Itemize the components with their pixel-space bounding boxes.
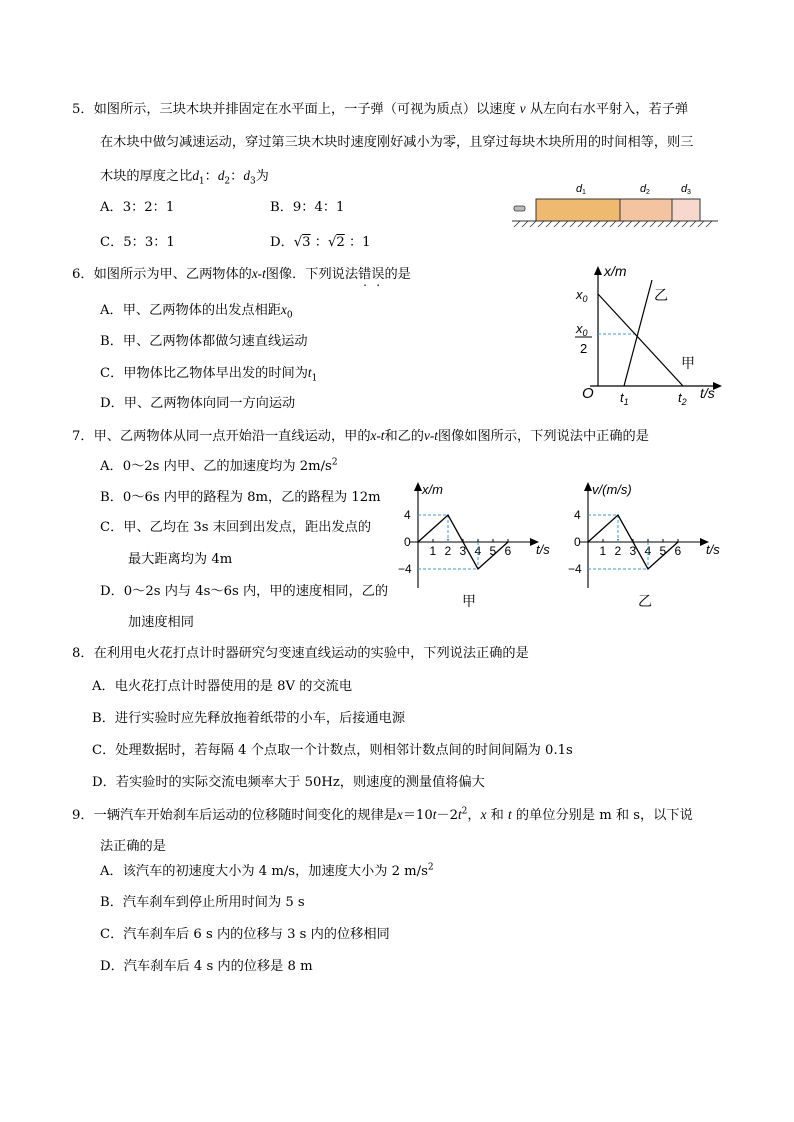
svg-text:3: 3 [687,189,691,196]
q6-option-d[interactable]: D．甲、乙两物体向同一方向运动 [100,396,296,411]
q7-option-d-line-2: 加速度相同 [128,615,194,630]
q6-origin: O [582,385,594,402]
q6-t2-label: $t_2$ [678,390,687,407]
q5-block-3 [672,199,700,221]
q7-jia-caption: 甲 [462,593,476,609]
q7-yi-x-tick-2: 2 [614,544,622,558]
q6-stem: 6．如图所示为甲、乙两物体的x-t图像．下列说法错误的是 [72,266,411,282]
q5-option-d[interactable]: D．√3 ：√2 ：1 [270,235,371,250]
q5-label-d3: d [681,183,688,195]
q7-jia-x-tick-6: 6 [504,544,512,558]
q7-number: 7． [72,429,94,444]
q5-block-1 [536,199,620,221]
q6-half-x0-num: $x_0$ [576,321,588,338]
q6-y-arrow [594,266,602,275]
q6-label-yi: 乙 [654,287,668,303]
q7-graph-jia [398,478,558,610]
q7-jia-x-tick-4: 4 [474,544,482,558]
q9-stem-line-2: 法正确的是 [100,839,166,854]
q7-jia-x-tick-2: 2 [444,544,452,558]
q7-yi-x-label: t/s [706,542,720,557]
q7-jia-y-arrow [414,482,422,491]
q6-x0-label: $x_0$ [576,287,588,304]
q5-number: 5． [72,102,94,117]
q7-option-b[interactable]: B．0～6s 内甲的路程为 8m，乙的路程为 12m [100,490,381,505]
q6-half-x0-den: 2 [580,341,588,356]
q7-jia-tick-4: 4 [404,508,411,522]
q6-xt-graph [570,262,730,410]
q5-bullet [514,206,525,211]
q6-line-jia [598,294,683,386]
q9-stem-line-1: 9．一辆汽车开始刹车后运动的位移随时间变化的规律是$x=10t-2t^2$，x 和 t 的单位分别是 m 和 s，以下说 [72,806,693,823]
q9-option-b[interactable]: B．汽车刹车到停止所用时间为 5 s [100,895,305,910]
q7-graph-yi [568,478,728,610]
q8-option-d[interactable]: D．若实验时的实际交流电频率大于 50Hz，则速度的测量值将偏大 [92,775,485,790]
q5-blocks-figure [510,178,722,230]
q8-option-a[interactable]: A．电火花打点计时器使用的是 8V 的交流电 [92,679,353,694]
q7-jia-y-label: x/m [422,482,443,497]
q8-option-c[interactable]: C．处理数据时，若每隔 4 个点取一个计数点，则相邻计数点间的时间间隔为 0.1s [92,743,573,758]
q7-yi-x-tick-1: 1 [599,544,607,558]
q6-option-c[interactable]: C．甲物体比乙物体早出发的时间为$t_1$ [100,365,318,384]
q7-stem: 7．甲、乙两物体从同一点开始沿一直线运动，甲的x-t和乙的v-t图像如图所示，下列说法中正确的是 [72,428,649,444]
q7-jia-x-label: t/s [536,542,550,557]
q6-number: 6． [72,267,94,282]
q6-label-jia: 甲 [681,355,695,371]
q7-yi-x-tick-6: 6 [674,544,682,558]
q5-line-3: 木块的厚度之比$d_1$：$d_2$：$d_3$为 [100,168,269,187]
q7-option-c-line-2: 最大距离均为 4m [128,552,233,567]
q7-yi-caption: 乙 [638,593,652,609]
q7-option-c-line-1[interactable]: C．甲、乙均在 3s 末回到出发点，距出发点的 [100,520,372,535]
svg-text:1: 1 [582,189,586,196]
q7-yi-y-label: v/(m/s) [592,482,632,497]
q7-yi-y-arrow [584,482,592,491]
q8-number: 8． [72,646,94,661]
q5-option-b[interactable]: B．9：4：1 [270,200,345,215]
q9-option-d[interactable]: D．汽车刹车后 4 s 内的位移是 8 m [100,959,313,974]
q7-jia-tick-neg4: −4 [398,562,412,576]
q7-yi-x-tick-4: 4 [644,544,652,558]
q9-option-c[interactable]: C．汽车刹车后 6 s 内的位移与 3 s 内的位移相同 [100,927,390,942]
q7-jia-x-tick-1: 1 [429,544,437,558]
q7-jia-tick-0: 0 [404,535,411,549]
q7-jia-x-tick-3: 3 [459,544,467,558]
svg-text:2: 2 [646,189,650,196]
q9-option-a[interactable]: A．该汽车的初速度大小为 4 m/s，加速度大小为 2 $m/s^2$ [100,862,434,879]
q6-t1-label: $t_1$ [620,390,629,407]
q5-line-1: 5．如图所示，三块木块并排固定在水平面上，一子弹（可视为质点）以速度 v 从左向右水平射入，若子弹 [72,101,689,117]
q6-option-a[interactable]: A．甲、乙两物体的出发点相距$x_0$ [100,302,293,321]
q8-stem: 8．在利用电火花打点计时器研究匀变速直线运动的实验中，下列说法正确的是 [72,646,529,661]
q6-line-yi [624,280,652,386]
q5-option-c[interactable]: C．5：3：1 [100,235,175,250]
q5-label-d2: d [640,183,647,195]
q7-yi-tick-neg4: −4 [568,562,582,576]
q5-line-2: 在木块中做匀减速运动，穿过第三块木块时速度刚好减小为零，且穿过每块木块所用的时间相等，则三 [100,135,694,150]
q6-x-label: t/s [700,385,715,401]
q7-yi-tick-4: 4 [574,508,581,522]
q5-block-2 [620,199,672,221]
q7-option-a[interactable]: A．0～2s 内甲、乙的加速度均为 $2m/s^2$ [100,457,338,474]
q5-label-d1: d [576,183,583,195]
q7-yi-x-tick-5: 5 [659,544,667,558]
q9-number: 9． [72,808,94,823]
q5-ground-hatch [514,221,712,227]
q6-option-b[interactable]: B．甲、乙两物体都做匀速直线运动 [100,334,308,349]
q7-option-d-line-1[interactable]: D．0～2s 内与 4s～6s 内，甲的速度相同，乙的 [100,584,389,599]
q7-jia-x-tick-5: 5 [489,544,497,558]
q7-yi-x-tick-3: 3 [629,544,637,558]
q7-yi-tick-0: 0 [574,535,581,549]
q6-y-label: x/m [604,263,627,279]
q8-option-b[interactable]: B．进行实验时应先释放拖着纸带的小车，后接通电源 [92,711,406,726]
q5-option-a[interactable]: A．3：2：1 [100,200,175,215]
